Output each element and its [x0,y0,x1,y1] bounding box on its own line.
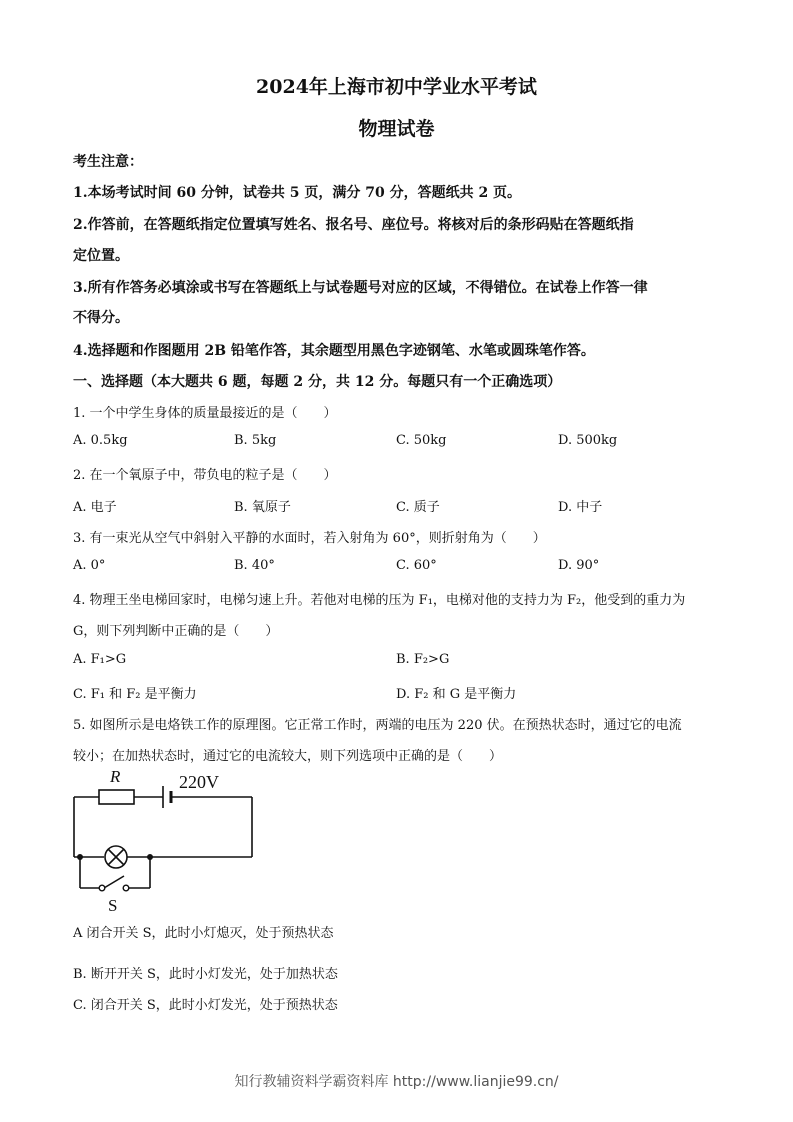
switch-contact [99,885,105,891]
option: A 闭合开关 S，此时小灯熄灭，处于预热状态 [73,926,334,941]
circuit-diagram [66,764,266,916]
option: B. 氧原子 [234,500,291,515]
switch-blade [104,876,124,888]
exam-subtitle: 物理试卷 [358,118,435,140]
option: D. 500kg [558,433,618,448]
notice-item: 4.选择题和作图题用 2B 铅笔作答，其余题型用黑色字迹钢笔、水笔或圆珠笔作答。 [73,343,595,359]
question-stem: 3. 有一束光从空气中斜射入平静的水面时，若入射角为 60°，则折射角为（ ） [73,531,546,546]
notice-item: 不得分。 [73,310,129,326]
question-stem: 4. 物理王坐电梯回家时，电梯匀速上升。若他对电梯的压为 F₁，电梯对他的支持力为 F₂，他受到的重力为 [73,593,686,608]
option: D. 90° [558,558,600,573]
option: D. 中子 [558,500,603,515]
junction-dot [147,854,153,860]
option: A. 0° [73,558,106,573]
option: B. 断开开关 S，此时小灯发光，处于加热状态 [73,967,338,982]
option: A. 电子 [73,500,117,515]
resistor-symbol [99,790,134,804]
option: B. 40° [234,558,275,573]
notice-item: 3.所有作答务必填涂或书写在答题纸上与试卷题号对应的区域，不得错位。在试卷上作答一律 [73,280,648,296]
exam-title: 2024年上海市初中学业水平考试 [256,76,537,98]
question-stem: 1. 一个中学生身体的质量最接近的是（ ） [73,406,337,421]
footer-watermark: 知行教辅资料学霸资料库 http://www.lianjie99.cn/ [234,1074,559,1090]
option: A. F₁>G [73,652,127,667]
resistor-label: R [110,767,121,786]
option: A. 0.5kg [73,433,128,448]
option: B. F₂>G [396,652,450,667]
option: C. F₁ 和 F₂ 是平衡力 [73,687,197,702]
section-heading: 一、选择题（本大题共 6 题，每题 2 分，共 12 分。每题只有一个正确选项） [73,374,562,390]
option: C. 质子 [396,500,440,515]
option: B. 5kg [234,433,277,448]
notice-heading: 考生注意： [73,154,143,170]
option: D. F₂ 和 G 是平衡力 [396,687,517,702]
switch-label: S [108,896,118,915]
question-stem: 较小；在加热状态时，通过它的电流较大，则下列选项中正确的是（ ） [73,749,503,764]
option: C. 60° [396,558,437,573]
option: C. 50kg [396,433,447,448]
question-stem: G，则下列判断中正确的是（ ） [73,624,279,639]
junction-dot [77,854,83,860]
option: C. 闭合开关 S，此时小灯发光，处于预热状态 [73,998,338,1013]
notice-item: 2.作答前，在答题纸指定位置填写姓名、报名号、座位号。将核对后的条形码贴在答题纸指 [73,217,634,233]
question-stem: 5. 如图所示是电烙铁工作的原理图。它正常工作时，两端的电压为 220 伏。在预热状态时，通过它的电流 [73,718,682,733]
voltage-label: 220V [179,772,219,792]
notice-item: 1.本场考试时间 60 分钟，试卷共 5 页，满分 70 分，答题纸共 2 页。 [73,185,522,201]
notice-item: 定位置。 [73,248,129,264]
question-stem: 2. 在一个氧原子中，带负电的粒子是（ ） [73,468,337,483]
switch-contact [123,885,129,891]
